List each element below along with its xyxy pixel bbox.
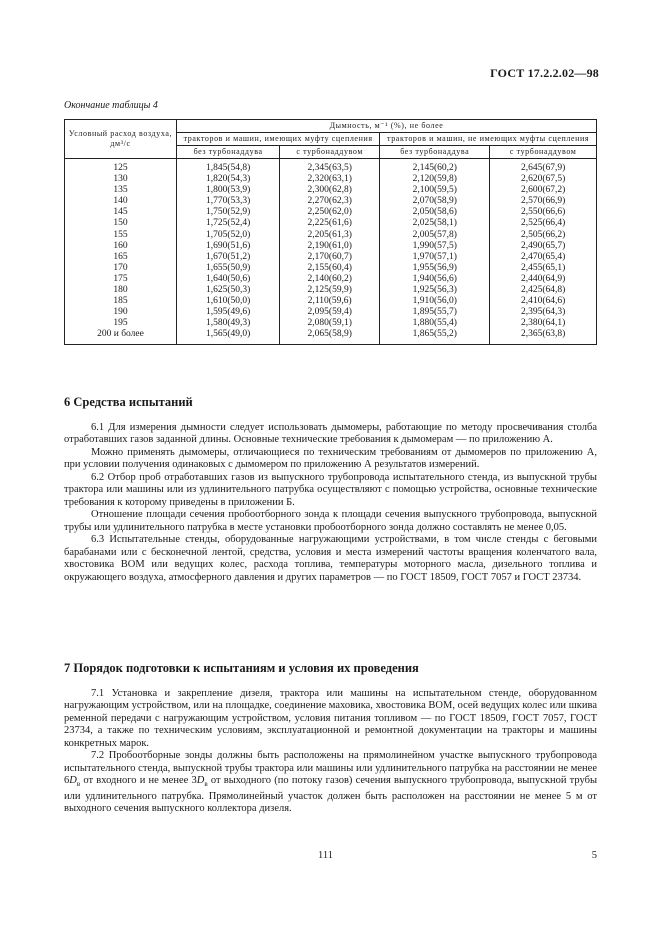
- p72-part-b: от входного и не менее 3: [80, 775, 197, 786]
- table-body: [65, 159, 597, 345]
- paragraph-6-1: 6.1 Для измерения дымности следует использовать дымомеры, работающие по методу просвечивания столба отработавших газов заданной длины. Основные технические требования к дымомерам — по приложению А.: [64, 421, 597, 445]
- table-row: [65, 218, 597, 229]
- smoke-value-cell: 2,550(66,6): [490, 207, 597, 218]
- table-row: [65, 252, 597, 263]
- smoke-value-cell: 1,670(51,2): [177, 252, 280, 263]
- paragraph-6-2: 6.2 Отбор проб отработавших газов из выпускного трубопровода испытательного стенда, из выпускной трубы трактора или машины или из удлинительного патрубка осуществляют с помощью устройства, основные технические требования к которому приведены в приложении Б.: [64, 471, 597, 508]
- paragraph-6-1-b: Можно применять дымомеры, отличающиеся по техническим требованиям от дымомеров по приложению А, при условии получения одинаковых с дымомером по приложению А результатов измерений.: [64, 446, 597, 470]
- paragraph-6-2-b: Отношение площади сечения пробоотборного зонда к площади сечения выпускного трубопровода, выпускной трубы или удлинительного патрубка в месте установки пробоотборного зонда должно составлять не менее 0,05.: [64, 509, 597, 533]
- smoke-value-cell: 2,270(62,3): [280, 196, 380, 207]
- smoke-value-cell: 1,865(55,2): [380, 329, 490, 344]
- smoke-value-cell: 2,080(59,1): [280, 318, 380, 329]
- section-7: [64, 662, 597, 816]
- smoke-value-cell: 2,425(64,8): [490, 285, 597, 296]
- smoke-value-cell: 1,565(49,0): [177, 329, 280, 344]
- document-header: ГОСТ 17.2.2.02—98: [490, 66, 599, 80]
- smoke-value-cell: 1,970(57,1): [380, 252, 490, 263]
- air-flow-cell: 190: [65, 307, 177, 318]
- smoke-value-cell: 2,620(67,5): [490, 174, 597, 185]
- smoke-value-cell: 1,725(52,4): [177, 218, 280, 229]
- smoke-value-cell: 2,070(58,9): [380, 196, 490, 207]
- smoke-value-cell: 1,955(56,9): [380, 263, 490, 274]
- smoke-value-cell: 1,800(53,9): [177, 185, 280, 196]
- smoke-value-cell: 2,155(60,4): [280, 263, 380, 274]
- smoke-value-cell: 2,120(59,8): [380, 174, 490, 185]
- air-flow-cell: 175: [65, 274, 177, 285]
- smoke-value-cell: 1,595(49,6): [177, 307, 280, 318]
- smoke-value-cell: 1,690(51,6): [177, 241, 280, 252]
- smoke-value-cell: 1,750(52,9): [177, 207, 280, 218]
- smoke-table: [64, 119, 597, 345]
- smoke-value-cell: 2,170(60,7): [280, 252, 380, 263]
- smoke-value-cell: 1,770(53,3): [177, 196, 280, 207]
- section-6: [64, 396, 597, 584]
- sub-header-no-turbo-2: без турбонаддува: [380, 146, 490, 159]
- section-6-title: 6 Средства испытаний: [64, 395, 193, 409]
- smoke-value-cell: 1,880(55,4): [380, 318, 490, 329]
- smoke-value-cell: 1,940(56,6): [380, 274, 490, 285]
- smoke-value-cell: 2,050(58,6): [380, 207, 490, 218]
- smoke-value-cell: 2,005(57,8): [380, 230, 490, 241]
- paragraph-7-1: 7.1 Установка и закрепление дизеля, трактора или машины на испытательном стенде, оборудованном нагружающим устройством, или на площадке, соединение маховика, хвостовика ВОМ, осей ведущих колес или шкива ременной передачи с нагружающим устройством, условия питания топливом — по ГОСТ 18509, ГОСТ 7057, ГОСТ 23734, а также по техническим условиям, эксплуатационной и ремонтной документации на тракторы и машины конкретных марок.: [64, 687, 597, 749]
- p72-d1: D: [69, 775, 77, 786]
- air-flow-cell: 185: [65, 296, 177, 307]
- smoke-value-cell: 2,395(64,3): [490, 307, 597, 318]
- smoke-value-cell: 2,440(64,9): [490, 274, 597, 285]
- p72-sub2: в: [204, 780, 208, 789]
- p72-d2: D: [196, 775, 205, 786]
- smoke-value-cell: 1,655(50,9): [177, 263, 280, 274]
- smoke-value-cell: 2,470(65,4): [490, 252, 597, 263]
- smoke-value-cell: 1,705(52,0): [177, 230, 280, 241]
- smoke-value-cell: 2,365(63,8): [490, 329, 597, 344]
- smoke-value-cell: 2,065(58,9): [280, 329, 380, 344]
- smoke-value-cell: 2,225(61,6): [280, 218, 380, 229]
- sub-header-turbo-1: с турбонаддувом: [280, 146, 380, 159]
- air-flow-cell: 160: [65, 241, 177, 252]
- smoke-value-cell: 1,910(56,0): [380, 296, 490, 307]
- paragraph-7-2: [64, 750, 597, 816]
- smoke-value-cell: 1,990(57,5): [380, 241, 490, 252]
- table-row: [65, 285, 597, 296]
- section-7-title: 7 Порядок подготовки к испытаниям и условия их проведения: [64, 661, 419, 675]
- air-flow-cell: 155: [65, 230, 177, 241]
- smoke-value-cell: 2,600(67,2): [490, 185, 597, 196]
- smoke-value-cell: 2,025(58,1): [380, 218, 490, 229]
- smoke-value-cell: 2,125(59,9): [280, 285, 380, 296]
- smoke-value-cell: 1,580(49,3): [177, 318, 280, 329]
- smoke-value-cell: 2,570(66,9): [490, 196, 597, 207]
- smoke-value-cell: 2,300(62,8): [280, 185, 380, 196]
- smoke-value-cell: 1,625(50,3): [177, 285, 280, 296]
- col-air-flow-header: Условный расход воздуха, дм³/с: [65, 120, 177, 159]
- page-number-center: 111: [318, 850, 333, 861]
- p72-sub1: в: [76, 780, 81, 789]
- sub-header-turbo-2: с турбонаддувом: [490, 146, 597, 159]
- smoke-value-cell: 2,490(65,7): [490, 241, 597, 252]
- paragraph-6-3: 6.3 Испытательные стенды, оборудованные нагружающими устройствами, в том числе стенды с беговыми барабанами или с бесконечной лентой, средства, условия и места измерений частоты вращения коленчатого вала, хвостовика ВОМ или ведущих колес, расхода топлива, температуры моторного масла, дизельного топлива и окружающего воздуха, атмосферного давления и других параметров — по ГОСТ 18509, ГОСТ 7057 и ГОСТ 23734.: [64, 534, 597, 583]
- col-smoke-header: Дымность, м⁻¹ (%), не более: [177, 120, 597, 133]
- table-row: [65, 207, 597, 218]
- smoke-value-cell: 1,845(54,8): [177, 159, 280, 175]
- table-row: [65, 329, 597, 344]
- table-caption: Окончание таблицы 4: [64, 100, 158, 111]
- table-row: [65, 230, 597, 241]
- smoke-value-cell: 2,645(67,9): [490, 159, 597, 175]
- table-row: [65, 241, 597, 252]
- air-flow-cell: 200 и более: [65, 329, 177, 344]
- smoke-value-cell: 1,820(54,3): [177, 174, 280, 185]
- air-flow-cell: 150: [65, 218, 177, 229]
- air-flow-cell: 195: [65, 318, 177, 329]
- smoke-value-cell: 2,250(62,0): [280, 207, 380, 218]
- table-row: [65, 174, 597, 185]
- table-row: [65, 196, 597, 207]
- page-number-right: 5: [591, 850, 597, 861]
- smoke-value-cell: 2,190(61,0): [280, 241, 380, 252]
- table-row: [65, 307, 597, 318]
- air-flow-cell: 145: [65, 207, 177, 218]
- smoke-value-cell: 1,925(56,3): [380, 285, 490, 296]
- table-row: [65, 159, 597, 175]
- air-flow-cell: 170: [65, 263, 177, 274]
- group-with-clutch-header: тракторов и машин, имеющих муфту сцепления: [177, 133, 380, 146]
- smoke-value-cell: 2,380(64,1): [490, 318, 597, 329]
- smoke-value-cell: 2,100(59,5): [380, 185, 490, 196]
- table-row: [65, 318, 597, 329]
- air-flow-cell: 140: [65, 196, 177, 207]
- smoke-value-cell: 2,145(60,2): [380, 159, 490, 175]
- table-row: [65, 274, 597, 285]
- smoke-value-cell: 2,345(63,5): [280, 159, 380, 175]
- smoke-value-cell: 2,140(60,2): [280, 274, 380, 285]
- air-flow-cell: 165: [65, 252, 177, 263]
- air-flow-cell: 130: [65, 174, 177, 185]
- smoke-value-cell: 2,110(59,6): [280, 296, 380, 307]
- sub-header-no-turbo-1: без турбонаддува: [177, 146, 280, 159]
- smoke-value-cell: 2,525(66,4): [490, 218, 597, 229]
- table-row: [65, 263, 597, 274]
- air-flow-cell: 135: [65, 185, 177, 196]
- table-row: [65, 296, 597, 307]
- group-without-clutch-header: тракторов и машин, не имеющих муфты сцепления: [380, 133, 597, 146]
- smoke-value-cell: 2,095(59,4): [280, 307, 380, 318]
- smoke-value-cell: 2,205(61,3): [280, 230, 380, 241]
- smoke-value-cell: 2,320(63,1): [280, 174, 380, 185]
- p72-part-c: от выходного (по потоку газов) сечения выпускного трубопровода, выпускной трубы или удлинительного патрубка. Прямолинейный участок должен быть расположен на расстоянии не менее 5 м от выходного сечения выпускного коллектора дизеля.: [64, 775, 598, 815]
- smoke-value-cell: 1,610(50,0): [177, 296, 280, 307]
- smoke-value-cell: 1,640(50,6): [177, 274, 280, 285]
- air-flow-cell: 125: [65, 159, 177, 175]
- table-row: [65, 185, 597, 196]
- smoke-value-cell: 1,895(55,7): [380, 307, 490, 318]
- smoke-value-cell: 2,505(66,2): [490, 230, 597, 241]
- air-flow-cell: 180: [65, 285, 177, 296]
- smoke-value-cell: 2,455(65,1): [490, 263, 597, 274]
- p72-part-a: 7.2 Пробоотборные зонды должны быть расположены на прямолинейном участке выпускного трубопровода испытательного стенда, выпускной трубы трактора или машины или удлинительного патрубка на расстоянии не менее 6: [64, 750, 597, 786]
- smoke-value-cell: 2,410(64,6): [490, 296, 597, 307]
